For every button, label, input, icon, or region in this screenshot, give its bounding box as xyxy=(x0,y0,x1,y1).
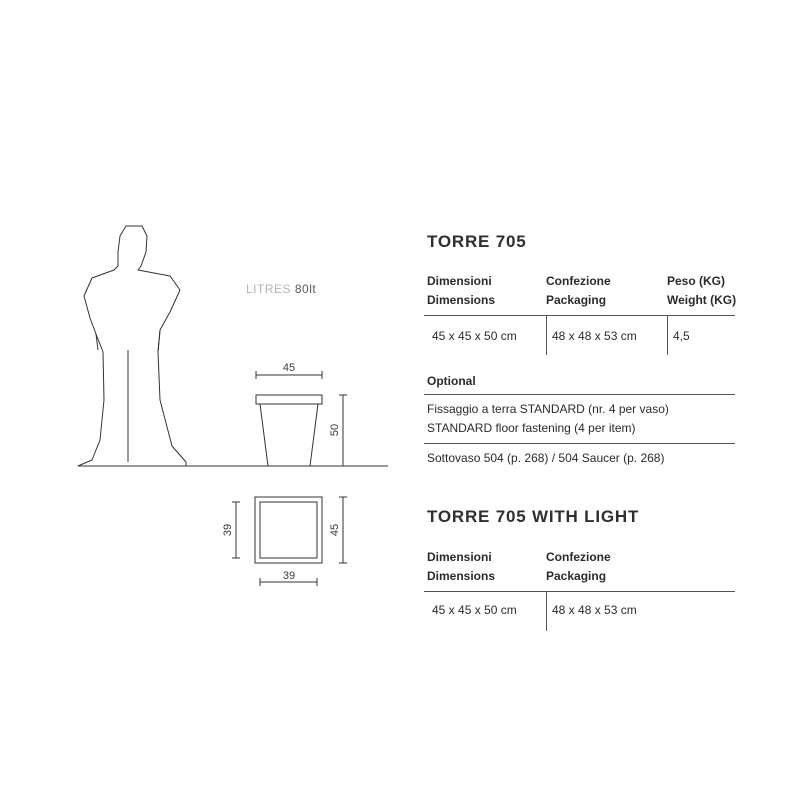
litres-capacity xyxy=(246,282,316,296)
product-title-torre-705-light: TORRE 705 WITH LIGHT xyxy=(427,507,640,526)
header-weight: Peso (KG) Weight (KG) xyxy=(667,274,737,307)
front-height-label: 50 xyxy=(329,423,341,437)
planter-front-view xyxy=(256,395,322,466)
table-divider xyxy=(424,394,735,395)
human-silhouette-icon xyxy=(78,226,186,466)
value-weight: 4,5 xyxy=(673,329,690,343)
value-dimensions: 45 x 45 x 50 cm xyxy=(432,329,517,343)
planter-top-view-inner xyxy=(260,502,317,558)
litres-value: 80lt xyxy=(294,282,317,296)
litres-label: LITRES xyxy=(246,282,292,296)
front-width-label: 45 xyxy=(282,362,296,374)
planter-top-view-outer xyxy=(255,497,322,563)
optional-item-fastening: Fissaggio a terra STANDARD (nr. 4 per vaso) STANDARD floor fastening (4 per item) xyxy=(427,402,669,435)
header-packaging: Confezione Packaging xyxy=(546,550,611,583)
table-divider xyxy=(424,591,735,592)
column-divider xyxy=(546,315,547,355)
optional-item-saucer: Sottovaso 504 (p. 268) / 504 Saucer (p. 268) xyxy=(427,451,665,465)
header-dimensions: Dimensioni Dimensions xyxy=(427,274,496,307)
value-packaging: 48 x 48 x 53 cm xyxy=(552,603,637,617)
product-title-torre-705: TORRE 705 xyxy=(427,232,527,251)
optional-heading: Optional xyxy=(427,374,476,388)
column-divider xyxy=(667,315,668,355)
header-dimensions: Dimensioni Dimensions xyxy=(427,550,496,583)
value-dimensions: 45 x 45 x 50 cm xyxy=(432,603,517,617)
column-divider xyxy=(546,591,547,631)
table-divider xyxy=(424,315,735,316)
top-left-dimension-label: 39 xyxy=(222,523,234,537)
table-divider xyxy=(424,443,735,444)
header-packaging: Confezione Packaging xyxy=(546,274,611,307)
top-right-dimension-label: 45 xyxy=(329,523,341,537)
top-bottom-dimension-label: 39 xyxy=(282,570,296,582)
value-packaging: 48 x 48 x 53 cm xyxy=(552,329,637,343)
